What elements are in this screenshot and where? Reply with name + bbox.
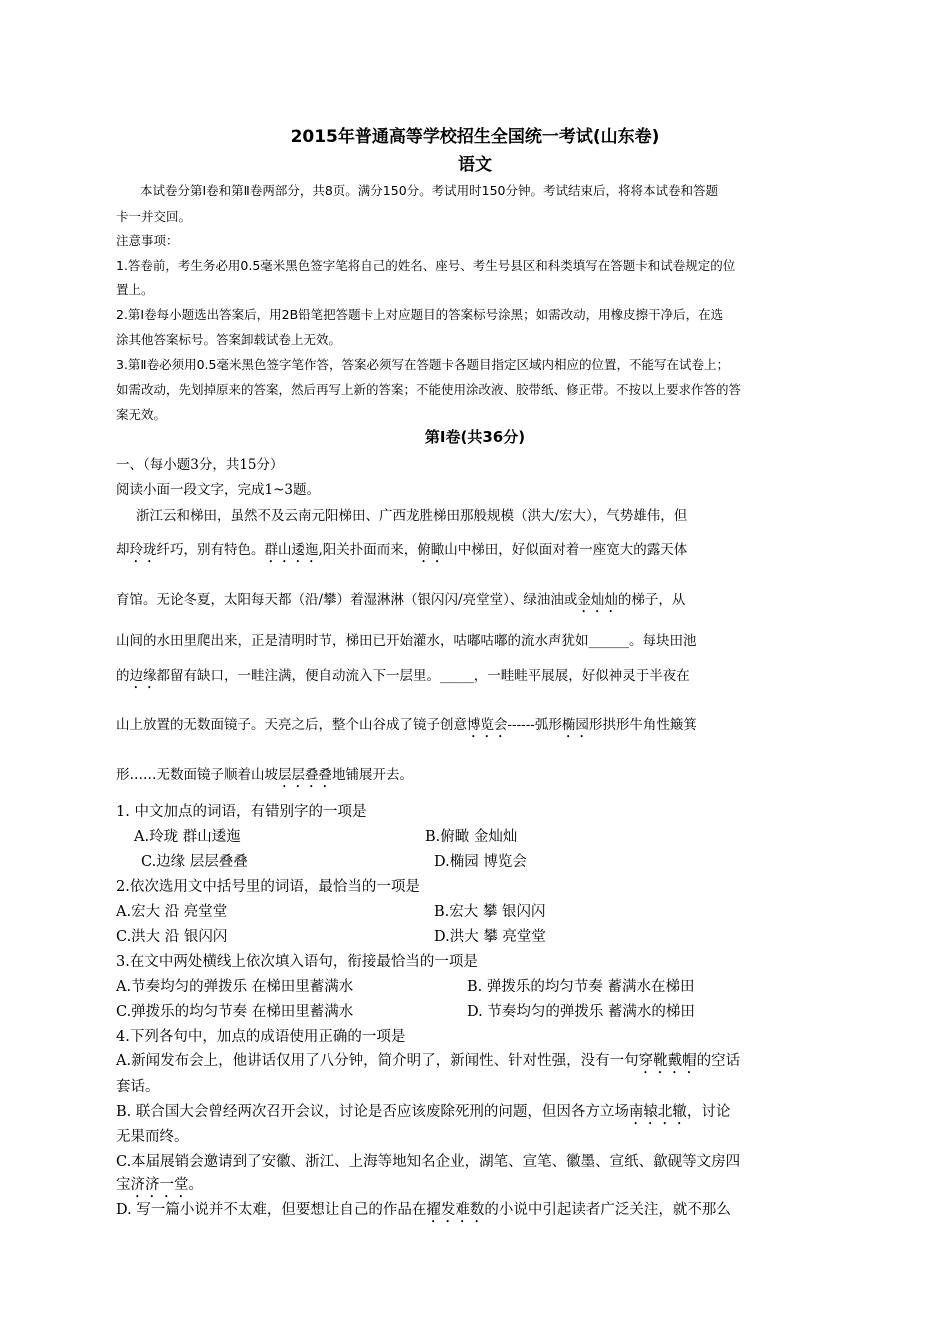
passage-line: 浙江云和梯田，虽然不及云南元阳梯田、广西龙胜梯田那般规模（洪大/宏大），气势雄伟，但 bbox=[136, 508, 688, 524]
option-b: B. 联合国大会曾经两次召开会议，讨论是否应该废除死刑的问题，但因各方立场南辕北辙，讨论 bbox=[116, 1104, 731, 1120]
dotted-word: 俯瞰 bbox=[417, 542, 445, 558]
notice-label: 注意事项： bbox=[116, 233, 179, 248]
option-d: D.洪大 攀 亮堂堂 bbox=[434, 929, 546, 945]
dotted-word: 群山逶迤 bbox=[264, 542, 319, 558]
dotted-word: 层层叠叠 bbox=[278, 767, 332, 783]
option-c: C.边缘 层层叠叠 bbox=[141, 854, 248, 870]
option-b: B.宏大 攀 银闪闪 bbox=[434, 904, 546, 920]
option-d: D. 写一篇小说并不太难，但要想让自己的作品在擢发难数的小说中引起读者广泛关注，就不那么 bbox=[116, 1202, 731, 1218]
option-b-cont: 无果而终。 bbox=[116, 1129, 189, 1145]
option-c: C.本届展销会邀请到了安徽、浙江、上海等地知名企业，湖笔、宣笔、徽墨、宣纸、歙砚等文房四 bbox=[116, 1154, 741, 1170]
option-b: B. 弹拨乐的均匀节奏 蓄满水在梯田 bbox=[467, 979, 695, 995]
option-a: A.新闻发布会上，他讲话仅用了八分钟，简介明了，新闻性、针对性强，没有一句穿靴戴帽的空话 bbox=[116, 1053, 741, 1069]
notice-item: 1.答卷前，考生务必用0.5毫米黑色签字笔将自己的姓名、座号、考生号县区和科类填写在答题卡和试卷规定的位 bbox=[116, 258, 736, 273]
dotted-word: 金灿灿 bbox=[577, 592, 618, 608]
option-c-cont: 宝济济一堂。 bbox=[116, 1177, 203, 1193]
question-stem: 4.下列各句中，加点的成语使用正确的一项是 bbox=[116, 1029, 406, 1045]
passage-line: 山间的水田里爬出来，正是清明时节，梯田已开始灌水，咕嘟咕嘟的流水声犹如______。每块田池 bbox=[116, 633, 697, 649]
exam-title: 2015年普通高等学校招生全国统一考试(山东卷) bbox=[290, 127, 660, 147]
dotted-word: 穿靴戴帽 bbox=[638, 1053, 697, 1069]
dotted-word: 济济一堂 bbox=[130, 1177, 189, 1193]
dotted-word: 博览会 bbox=[467, 717, 508, 733]
notice-item: 3.第Ⅱ卷必须用0.5毫米黑色签字笔作答，答案必须写在答题卡各题目指定区域内相应的位置，不能写在试卷上； bbox=[116, 357, 729, 372]
notice-item: 涂其他答案标号。答案卸载试卷上无效。 bbox=[116, 332, 342, 347]
section-heading: 第Ⅰ卷(共36分) bbox=[424, 428, 526, 446]
intro-line: 卡一并交回。 bbox=[116, 209, 192, 224]
notice-item: 如需改动，先划掉原来的答案，然后再写上新的答案；不能使用涂改液、胶带纸、修正带。不按以上要求作答的答 bbox=[116, 382, 742, 397]
passage-line: 却玲珑纤巧，别有特色。群山逶迤,阳关扑面而来，俯瞰山中梯田，好似面对着一座宽大的露天体 bbox=[116, 542, 688, 558]
passage-line: 山上放置的无数面镜子。天亮之后，整个山谷成了镜子创意博览会------弧形椭园形拱形牛角性簸箕 bbox=[116, 717, 697, 733]
dotted-word: 擢发难数 bbox=[426, 1202, 485, 1218]
dotted-word: 边缘 bbox=[129, 668, 157, 684]
subject-title: 语文 bbox=[458, 155, 492, 175]
notice-item: 案无效。 bbox=[116, 407, 167, 422]
dotted-word: 椭园 bbox=[561, 717, 589, 733]
option-d: D.椭园 博览会 bbox=[434, 854, 527, 870]
notice-item: 置上。 bbox=[116, 282, 154, 297]
question-stem: 3.在文中两处横线上依次填入语句，衔接最恰当的一项是 bbox=[116, 954, 478, 970]
notice-item: 2.第Ⅰ卷每小题选出答案后，用2B铅笔把答题卡上对应题目的答案标号涂黑；如需改动，用橡皮擦干净后，在选 bbox=[116, 307, 724, 322]
option-a: A.宏大 沿 亮堂堂 bbox=[116, 904, 228, 920]
option-c: C.弹拨乐的均匀节奏 在梯田里蓄满水 bbox=[116, 1004, 354, 1020]
dotted-word: 玲珑 bbox=[129, 542, 157, 558]
option-d: D. 节奏均匀的弹拨乐 蓄满水的梯田 bbox=[467, 1004, 695, 1020]
question-stem: 1. 中文加点的词语，有错别字的一项是 bbox=[116, 804, 367, 820]
option-a-cont: 套话。 bbox=[116, 1079, 160, 1095]
dotted-word: 南辕北辙 bbox=[628, 1104, 687, 1120]
intro-line: 本试卷分第Ⅰ卷和第Ⅱ卷两部分，共8页。满分150分。考试用时150分钟。考试结束后，将将本试卷和答题 bbox=[140, 183, 719, 198]
question-stem: 2.依次选用文中括号里的词语，最恰当的一项是 bbox=[116, 879, 420, 895]
option-b: B.俯瞰 金灿灿 bbox=[425, 829, 518, 845]
option-a: A.节奏均匀的弹拨乐 在梯田里蓄满水 bbox=[116, 979, 354, 995]
option-c: C.洪大 沿 银闪闪 bbox=[116, 929, 228, 945]
passage-line: 育馆。无论冬夏，太阳每天都（沿/攀）着湿淋淋（银闪闪/亮堂堂）、绿油油或金灿灿的梯子，从 bbox=[116, 592, 686, 608]
passage-line: 的边缘都留有缺口，一畦注满，便自动流入下一层里。_____，一畦畦平展展，好似神灵于半夜在 bbox=[116, 668, 690, 684]
option-a: A.玲珑 群山逶迤 bbox=[134, 829, 241, 845]
part-label: 一、（每小题3分，共15分） bbox=[116, 457, 284, 473]
passage-line: 形……无数面镜子顺着山坡层层叠叠地铺展开去。 bbox=[116, 767, 413, 783]
passage-instruction: 阅读小面一段文字，完成1~3题。 bbox=[116, 482, 320, 498]
